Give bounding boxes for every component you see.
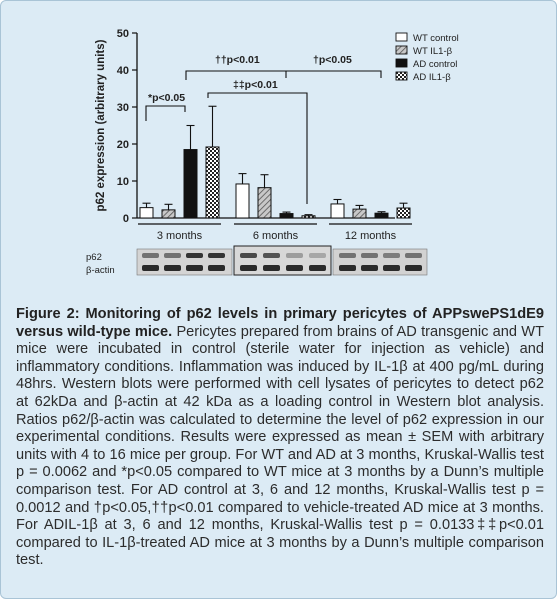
bar — [302, 216, 315, 218]
bar — [397, 208, 410, 218]
blot-band-actin — [208, 265, 225, 271]
caption-title: Figure 2: Monitoring of p62 levels in primary pericytes of APPswePS1dE9 versus wild-type mice. — [16, 306, 544, 340]
blot-band-p62 — [339, 253, 356, 258]
bar — [353, 209, 366, 218]
blot-band-actin — [263, 265, 280, 271]
y-tick-label: 50 — [116, 28, 129, 40]
blot-band-actin — [405, 265, 422, 271]
bar — [184, 150, 197, 218]
legend-label: AD control — [413, 59, 458, 70]
bar — [162, 210, 175, 218]
blot-band-p62 — [309, 253, 326, 258]
legend-swatch — [396, 72, 407, 80]
sig-label: *p<0.05 — [148, 92, 186, 104]
y-tick-label: 0 — [122, 213, 129, 225]
blot-band-p62 — [405, 253, 422, 258]
legend-swatch — [396, 59, 407, 67]
blot-label-p62: p62 — [86, 252, 102, 263]
blot-band-p62 — [286, 253, 303, 258]
sig-label: ††p<0.01 — [215, 54, 260, 66]
blot-band-p62 — [263, 253, 280, 258]
bar — [140, 208, 153, 218]
bar — [375, 213, 388, 218]
y-tick-label: 30 — [116, 102, 129, 114]
blot-panel — [137, 249, 232, 275]
sig-label: ‡‡p<0.01 — [233, 79, 278, 91]
legend-label: WT IL1-β — [413, 46, 453, 57]
group-label: 3 months — [156, 230, 203, 242]
legend-label: WT control — [413, 33, 459, 44]
sig-label: †p<0.05 — [313, 54, 352, 66]
blot-band-p62 — [383, 253, 400, 258]
blot-band-actin — [286, 265, 303, 271]
bar — [206, 147, 219, 218]
blot-band-actin — [240, 265, 257, 271]
sig-bracket — [186, 71, 381, 80]
bar — [331, 204, 344, 218]
blot-band-p62 — [208, 253, 225, 258]
blot-band-actin — [361, 265, 378, 271]
y-tick-label: 20 — [116, 139, 129, 151]
blot-band-p62 — [164, 253, 181, 258]
y-tick-label: 40 — [116, 65, 129, 77]
figure-caption — [16, 306, 544, 570]
legend-swatch — [396, 46, 407, 54]
blot-panel — [333, 249, 427, 275]
blot-band-actin — [142, 265, 159, 271]
blot-band-p62 — [361, 253, 378, 258]
y-axis-label: p62 expression (arbitrary units) — [95, 39, 107, 212]
blot-label-actin: β-actin — [86, 265, 115, 276]
blot-band-p62 — [240, 253, 257, 258]
group-label: 6 months — [252, 230, 299, 242]
blot-band-actin — [186, 265, 203, 271]
blot-band-actin — [164, 265, 181, 271]
blot-band-actin — [309, 265, 326, 271]
bar — [236, 184, 249, 218]
blot-band-p62 — [186, 253, 203, 258]
blot-band-p62 — [142, 253, 159, 258]
legend-label: AD IL1-β — [413, 72, 451, 83]
caption-body: Pericytes prepared from brains of AD transgenic and WT mice were incubated in control (sterile water for injection as vehicle) and inflammatory conditions. Inflammation was induced by IL-1β at 400 pg/mL during 48hrs. Western blots were performed with cell lysates of pericytes to detect p62 at 62kDa and β-actin at 42 kDa as a loading control in Western blot analysis. Ratios p62/β-actin was calculated to determine the level of p62 expression in our experimental conditions. Results were expressed as mean ± SEM with arbitrary units with 4 to 16 mice per group. For WT and AD at 3 months, Kruskal-Wallis test p = 0.0062 and *p<0.05 compared to WT mice at 3 months by a Dunn’s multiple comparison test. For AD control at 3, 6 and 12 months, Kruskal-Wallis test p = 0.0012 and †p<0.05,††p<0.01 compared to vehicle-treated AD mice at 3 months. For ADIL-1β at 3, 6 and 12 months, Kruskal-Wallis test p = 0.0133‡‡p<0.01 compared to IL-1β-treated AD mice at 3 months by a Dunn’s multiple comparison test. — [16, 323, 544, 569]
bar — [280, 214, 293, 218]
group-label: 12 months — [344, 230, 397, 242]
blot-band-actin — [383, 265, 400, 271]
blot-band-actin — [339, 265, 356, 271]
legend-swatch — [396, 33, 407, 41]
sig-bracket — [146, 106, 185, 121]
y-tick-label: 10 — [116, 176, 129, 188]
bar — [258, 188, 271, 218]
